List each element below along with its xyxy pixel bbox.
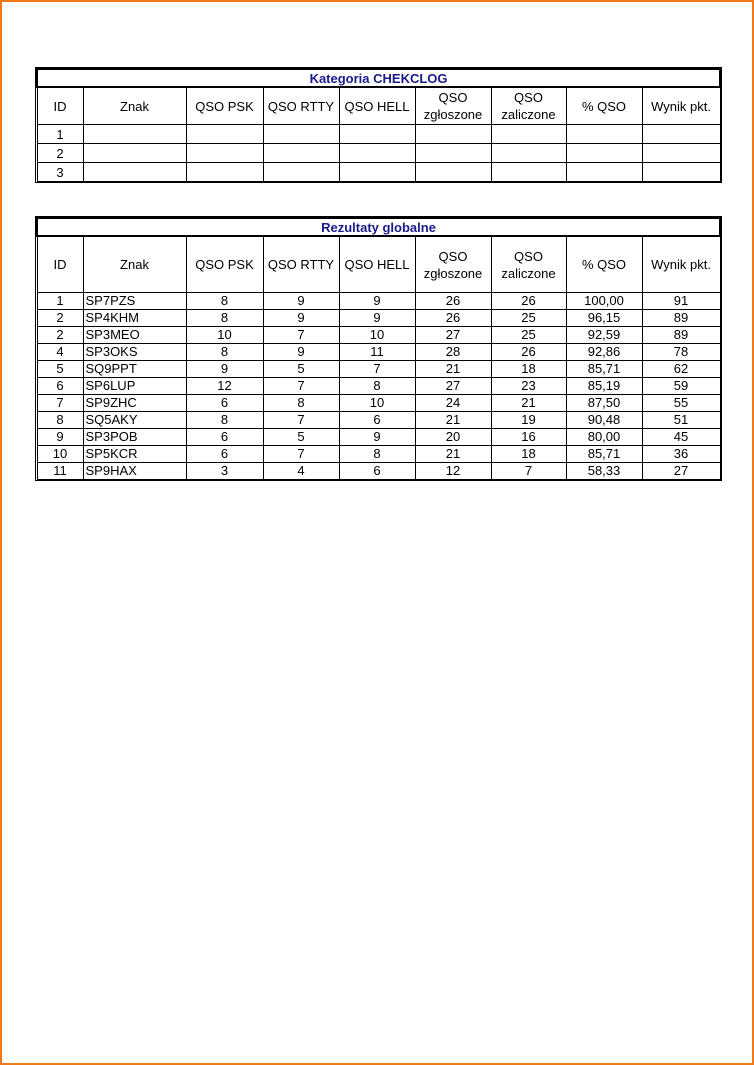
wynik-cell: [642, 125, 720, 144]
znak-cell: [83, 144, 186, 163]
proc-qso-cell: 92,86: [566, 344, 642, 361]
qso-hell-cell: 9: [339, 293, 415, 310]
id-cell: 5: [37, 361, 83, 378]
znak-cell: SP3OKS: [83, 344, 186, 361]
wynik-cell: 59: [642, 378, 720, 395]
col-header-qso-zgloszone: QSO zgłoszone: [415, 87, 491, 125]
col-header-proc-qso: % QSO: [566, 87, 642, 125]
znak-cell: SP5KCR: [83, 446, 186, 463]
global-results-table: [36, 217, 721, 480]
id-cell: 9: [37, 429, 83, 446]
table-row: [37, 293, 720, 310]
table-row: [37, 163, 720, 182]
qso-zgloszone-cell: 24: [415, 395, 491, 412]
qso-rtty-cell: [263, 163, 339, 182]
znak-cell: SQ9PPT: [83, 361, 186, 378]
id-cell: 2: [37, 144, 83, 163]
qso-zgloszone-cell: 12: [415, 463, 491, 480]
qso-zaliczone-cell: 7: [491, 463, 566, 480]
qso-psk-cell: 9: [186, 361, 263, 378]
proc-qso-cell: 96,15: [566, 310, 642, 327]
znak-cell: [83, 125, 186, 144]
id-cell: 6: [37, 378, 83, 395]
qso-zaliczone-cell: 19: [491, 412, 566, 429]
qso-psk-cell: [186, 163, 263, 182]
qso-zgloszone-cell: 27: [415, 378, 491, 395]
checklog-table: [36, 68, 721, 182]
qso-psk-cell: [186, 144, 263, 163]
qso-rtty-cell: 8: [263, 395, 339, 412]
qso-zgloszone-cell: 27: [415, 327, 491, 344]
wynik-cell: 89: [642, 327, 720, 344]
qso-psk-cell: 10: [186, 327, 263, 344]
id-cell: 3: [37, 163, 83, 182]
qso-zgloszone-cell: 20: [415, 429, 491, 446]
znak-cell: SP3MEO: [83, 327, 186, 344]
table-row: [37, 446, 720, 463]
wynik-cell: 45: [642, 429, 720, 446]
col-header-qso-rtty: QSO RTTY: [263, 87, 339, 125]
id-cell: 1: [37, 125, 83, 144]
col-header-qso-rtty: QSO RTTY: [263, 236, 339, 293]
qso-zaliczone-cell: 21: [491, 395, 566, 412]
qso-rtty-cell: 7: [263, 378, 339, 395]
wynik-cell: [642, 144, 720, 163]
table-row: [37, 125, 720, 144]
col-header-qso-hell: QSO HELL: [339, 236, 415, 293]
qso-psk-cell: 8: [186, 344, 263, 361]
wynik-cell: 55: [642, 395, 720, 412]
col-header-qso-psk: QSO PSK: [186, 236, 263, 293]
qso-zgloszone-cell: 21: [415, 361, 491, 378]
col-header-qso-zaliczone: QSO zaliczone: [491, 236, 566, 293]
proc-qso-cell: [566, 125, 642, 144]
id-cell: 11: [37, 463, 83, 480]
qso-zaliczone-cell: 23: [491, 378, 566, 395]
id-cell: 7: [37, 395, 83, 412]
id-cell: 1: [37, 293, 83, 310]
qso-hell-cell: 10: [339, 395, 415, 412]
col-header-qso-hell: QSO HELL: [339, 87, 415, 125]
proc-qso-cell: 85,71: [566, 361, 642, 378]
col-header-qso-psk: QSO PSK: [186, 87, 263, 125]
znak-cell: SP6LUP: [83, 378, 186, 395]
proc-qso-cell: [566, 163, 642, 182]
qso-zgloszone-cell: 28: [415, 344, 491, 361]
qso-rtty-cell: 5: [263, 361, 339, 378]
qso-zgloszone-cell: 26: [415, 293, 491, 310]
proc-qso-cell: 87,50: [566, 395, 642, 412]
col-header-id: ID: [37, 87, 83, 125]
col-header-wynik: Wynik pkt.: [642, 236, 720, 293]
qso-hell-cell: 7: [339, 361, 415, 378]
znak-cell: [83, 163, 186, 182]
qso-hell-cell: 8: [339, 446, 415, 463]
wynik-cell: 89: [642, 310, 720, 327]
qso-rtty-cell: 9: [263, 293, 339, 310]
proc-qso-cell: 100,00: [566, 293, 642, 310]
proc-qso-cell: 90,48: [566, 412, 642, 429]
qso-rtty-cell: 9: [263, 344, 339, 361]
id-cell: 10: [37, 446, 83, 463]
qso-psk-cell: 12: [186, 378, 263, 395]
qso-zaliczone-cell: 18: [491, 361, 566, 378]
qso-hell-cell: 8: [339, 378, 415, 395]
qso-psk-cell: 6: [186, 429, 263, 446]
wynik-cell: 51: [642, 412, 720, 429]
znak-cell: SP7PZS: [83, 293, 186, 310]
qso-zaliczone-cell: 25: [491, 327, 566, 344]
qso-zgloszone-cell: [415, 144, 491, 163]
qso-hell-cell: [339, 144, 415, 163]
col-header-proc-qso: % QSO: [566, 236, 642, 293]
qso-zgloszone-cell: 21: [415, 412, 491, 429]
global-title: Rezultaty globalne: [37, 218, 720, 236]
table-row: [37, 378, 720, 395]
znak-cell: SP9ZHC: [83, 395, 186, 412]
wynik-cell: [642, 163, 720, 182]
qso-rtty-cell: 7: [263, 412, 339, 429]
table-row: [37, 361, 720, 378]
qso-psk-cell: 6: [186, 395, 263, 412]
table-row: [37, 429, 720, 446]
qso-rtty-cell: 4: [263, 463, 339, 480]
qso-zgloszone-cell: [415, 125, 491, 144]
qso-zaliczone-cell: 25: [491, 310, 566, 327]
wynik-cell: 91: [642, 293, 720, 310]
qso-hell-cell: [339, 125, 415, 144]
table-row: [37, 327, 720, 344]
table-row: [37, 144, 720, 163]
qso-hell-cell: 11: [339, 344, 415, 361]
wynik-cell: 27: [642, 463, 720, 480]
qso-rtty-cell: 5: [263, 429, 339, 446]
qso-psk-cell: 3: [186, 463, 263, 480]
proc-qso-cell: 80,00: [566, 429, 642, 446]
id-cell: 4: [37, 344, 83, 361]
qso-zaliczone-cell: 18: [491, 446, 566, 463]
proc-qso-cell: 85,71: [566, 446, 642, 463]
qso-hell-cell: 6: [339, 463, 415, 480]
col-header-wynik: Wynik pkt.: [642, 87, 720, 125]
table-row: [37, 344, 720, 361]
qso-psk-cell: [186, 125, 263, 144]
table-row: [37, 463, 720, 480]
proc-qso-cell: 58,33: [566, 463, 642, 480]
id-cell: 2: [37, 327, 83, 344]
qso-rtty-cell: 9: [263, 310, 339, 327]
qso-zgloszone-cell: 26: [415, 310, 491, 327]
qso-psk-cell: 8: [186, 310, 263, 327]
table-row: [37, 310, 720, 327]
qso-hell-cell: [339, 163, 415, 182]
qso-zgloszone-cell: 21: [415, 446, 491, 463]
wynik-cell: 78: [642, 344, 720, 361]
qso-zaliczone-cell: 26: [491, 293, 566, 310]
qso-rtty-cell: [263, 125, 339, 144]
znak-cell: SP9HAX: [83, 463, 186, 480]
col-header-qso-zgloszone: QSO zgłoszone: [415, 236, 491, 293]
table-row: [37, 412, 720, 429]
checklog-title: Kategoria CHEKCLOG: [37, 69, 720, 87]
qso-rtty-cell: 7: [263, 327, 339, 344]
proc-qso-cell: [566, 144, 642, 163]
znak-cell: SP4KHM: [83, 310, 186, 327]
proc-qso-cell: 85,19: [566, 378, 642, 395]
qso-hell-cell: 10: [339, 327, 415, 344]
qso-hell-cell: 9: [339, 429, 415, 446]
wynik-cell: 62: [642, 361, 720, 378]
qso-zaliczone-cell: 26: [491, 344, 566, 361]
qso-zaliczone-cell: 16: [491, 429, 566, 446]
col-header-znak: Znak: [83, 236, 186, 293]
qso-zaliczone-cell: [491, 163, 566, 182]
qso-psk-cell: 6: [186, 446, 263, 463]
qso-zaliczone-cell: [491, 125, 566, 144]
col-header-id: ID: [37, 236, 83, 293]
qso-hell-cell: 9: [339, 310, 415, 327]
table-row: [37, 395, 720, 412]
id-cell: 2: [37, 310, 83, 327]
znak-cell: SQ5AKY: [83, 412, 186, 429]
qso-hell-cell: 6: [339, 412, 415, 429]
qso-psk-cell: 8: [186, 412, 263, 429]
qso-psk-cell: 8: [186, 293, 263, 310]
proc-qso-cell: 92,59: [566, 327, 642, 344]
qso-rtty-cell: [263, 144, 339, 163]
col-header-qso-zaliczone: QSO zaliczone: [491, 87, 566, 125]
qso-rtty-cell: 7: [263, 446, 339, 463]
qso-zaliczone-cell: [491, 144, 566, 163]
qso-zgloszone-cell: [415, 163, 491, 182]
znak-cell: SP3POB: [83, 429, 186, 446]
wynik-cell: 36: [642, 446, 720, 463]
col-header-znak: Znak: [83, 87, 186, 125]
id-cell: 8: [37, 412, 83, 429]
